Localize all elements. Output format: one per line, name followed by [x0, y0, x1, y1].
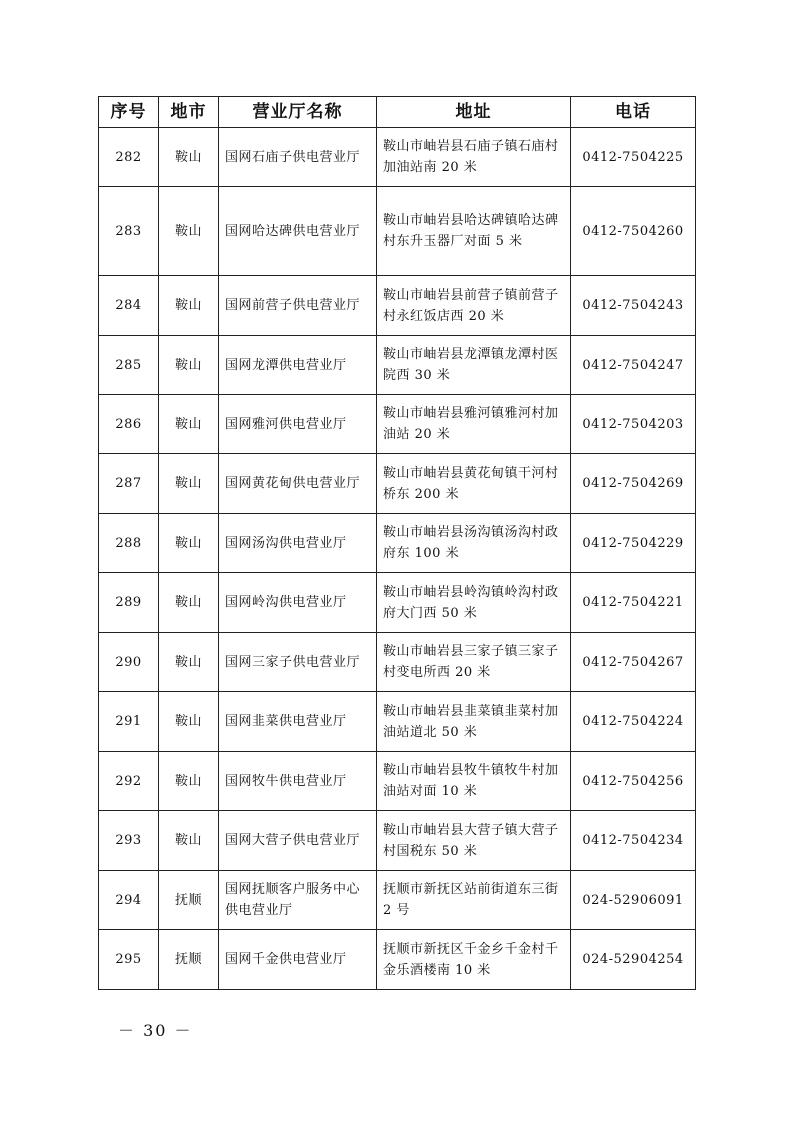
row-index: 283	[99, 187, 159, 276]
table-row	[99, 454, 696, 514]
row-address: 鞍山市岫岩县黄花甸镇干河村桥东 200 米	[377, 454, 571, 514]
row-index: 287	[99, 454, 159, 514]
table-row	[99, 871, 696, 930]
row-hall-name: 国网三家子供电营业厅	[219, 633, 377, 692]
header-hall-name: 营业厅名称	[219, 97, 377, 128]
row-phone: 0412-7504267	[571, 633, 696, 692]
row-city: 鞍山	[159, 187, 219, 276]
row-address: 鞍山市岫岩县牧牛镇牧牛村加油站对面 10 米	[377, 752, 571, 811]
row-phone: 0412-7504225	[571, 128, 696, 187]
row-phone: 024-52904254	[571, 930, 696, 990]
table-row	[99, 395, 696, 454]
table-header-row	[99, 97, 696, 128]
table-row	[99, 752, 696, 811]
row-phone: 0412-7504221	[571, 573, 696, 633]
row-city: 鞍山	[159, 573, 219, 633]
row-city: 鞍山	[159, 276, 219, 336]
row-city: 鞍山	[159, 811, 219, 871]
row-hall-name: 国网龙潭供电营业厅	[219, 336, 377, 395]
row-phone: 0412-7504203	[571, 395, 696, 454]
row-index: 291	[99, 692, 159, 752]
row-hall-name: 国网黄花甸供电营业厅	[219, 454, 377, 514]
row-index: 285	[99, 336, 159, 395]
row-address: 抚顺市新抚区站前街道东三街 2 号	[377, 871, 571, 930]
row-address: 抚顺市新抚区千金乡千金村千金乐酒楼南 10 米	[377, 930, 571, 990]
row-address: 鞍山市岫岩县哈达碑镇哈达碑村东升玉器厂对面 5 米	[377, 187, 571, 276]
header-city: 地市	[159, 97, 219, 128]
header-phone: 电话	[571, 97, 696, 128]
page-number: － 30 －	[118, 1021, 193, 1040]
row-city: 鞍山	[159, 395, 219, 454]
row-index: 282	[99, 128, 159, 187]
row-hall-name: 国网雅河供电营业厅	[219, 395, 377, 454]
row-city: 鞍山	[159, 514, 219, 573]
row-hall-name: 国网抚顺客户服务中心供电营业厅	[219, 871, 377, 930]
row-hall-name: 国网千金供电营业厅	[219, 930, 377, 990]
row-address: 鞍山市岫岩县三家子镇三家子村变电所西 20 米	[377, 633, 571, 692]
table-row	[99, 128, 696, 187]
row-city: 鞍山	[159, 128, 219, 187]
row-phone: 0412-7504243	[571, 276, 696, 336]
table-row	[99, 573, 696, 633]
row-hall-name: 国网韭菜供电营业厅	[219, 692, 377, 752]
row-index: 290	[99, 633, 159, 692]
row-address: 鞍山市岫岩县岭沟镇岭沟村政府大门西 50 米	[377, 573, 571, 633]
row-address: 鞍山市岫岩县石庙子镇石庙村加油站南 20 米	[377, 128, 571, 187]
row-city: 鞍山	[159, 692, 219, 752]
row-index: 292	[99, 752, 159, 811]
row-phone: 0412-7504234	[571, 811, 696, 871]
row-address: 鞍山市岫岩县雅河镇雅河村加油站 20 米	[377, 395, 571, 454]
row-address: 鞍山市岫岩县前营子镇前营子村永红饭店西 20 米	[377, 276, 571, 336]
row-phone: 0412-7504247	[571, 336, 696, 395]
row-phone: 0412-7504224	[571, 692, 696, 752]
row-hall-name: 国网牧牛供电营业厅	[219, 752, 377, 811]
header-index: 序号	[99, 97, 159, 128]
row-city: 鞍山	[159, 336, 219, 395]
row-index: 289	[99, 573, 159, 633]
table-row	[99, 692, 696, 752]
table-row	[99, 187, 696, 276]
row-hall-name: 国网石庙子供电营业厅	[219, 128, 377, 187]
table-row	[99, 336, 696, 395]
row-index: 294	[99, 871, 159, 930]
row-phone: 0412-7504229	[571, 514, 696, 573]
row-index: 284	[99, 276, 159, 336]
table-row	[99, 633, 696, 692]
row-city: 鞍山	[159, 454, 219, 514]
row-index: 288	[99, 514, 159, 573]
row-city: 抚顺	[159, 930, 219, 990]
row-hall-name: 国网哈达碑供电营业厅	[219, 187, 377, 276]
row-index: 293	[99, 811, 159, 871]
table-row	[99, 930, 696, 990]
row-address: 鞍山市岫岩县汤沟镇汤沟村政府东 100 米	[377, 514, 571, 573]
row-city: 鞍山	[159, 633, 219, 692]
row-hall-name: 国网前营子供电营业厅	[219, 276, 377, 336]
row-phone: 0412-7504260	[571, 187, 696, 276]
table-row	[99, 514, 696, 573]
row-city: 抚顺	[159, 871, 219, 930]
row-address: 鞍山市岫岩县大营子镇大营子村国税东 50 米	[377, 811, 571, 871]
table-row	[99, 276, 696, 336]
row-index: 295	[99, 930, 159, 990]
row-hall-name: 国网汤沟供电营业厅	[219, 514, 377, 573]
row-address: 鞍山市岫岩县韭菜镇韭菜村加油站道北 50 米	[377, 692, 571, 752]
row-phone: 024-52906091	[571, 871, 696, 930]
row-phone: 0412-7504269	[571, 454, 696, 514]
row-hall-name: 国网大营子供电营业厅	[219, 811, 377, 871]
service-hall-table	[98, 96, 696, 990]
row-index: 286	[99, 395, 159, 454]
row-hall-name: 国网岭沟供电营业厅	[219, 573, 377, 633]
table-row	[99, 811, 696, 871]
row-city: 鞍山	[159, 752, 219, 811]
row-phone: 0412-7504256	[571, 752, 696, 811]
row-address: 鞍山市岫岩县龙潭镇龙潭村医院西 30 米	[377, 336, 571, 395]
header-address: 地址	[377, 97, 571, 128]
